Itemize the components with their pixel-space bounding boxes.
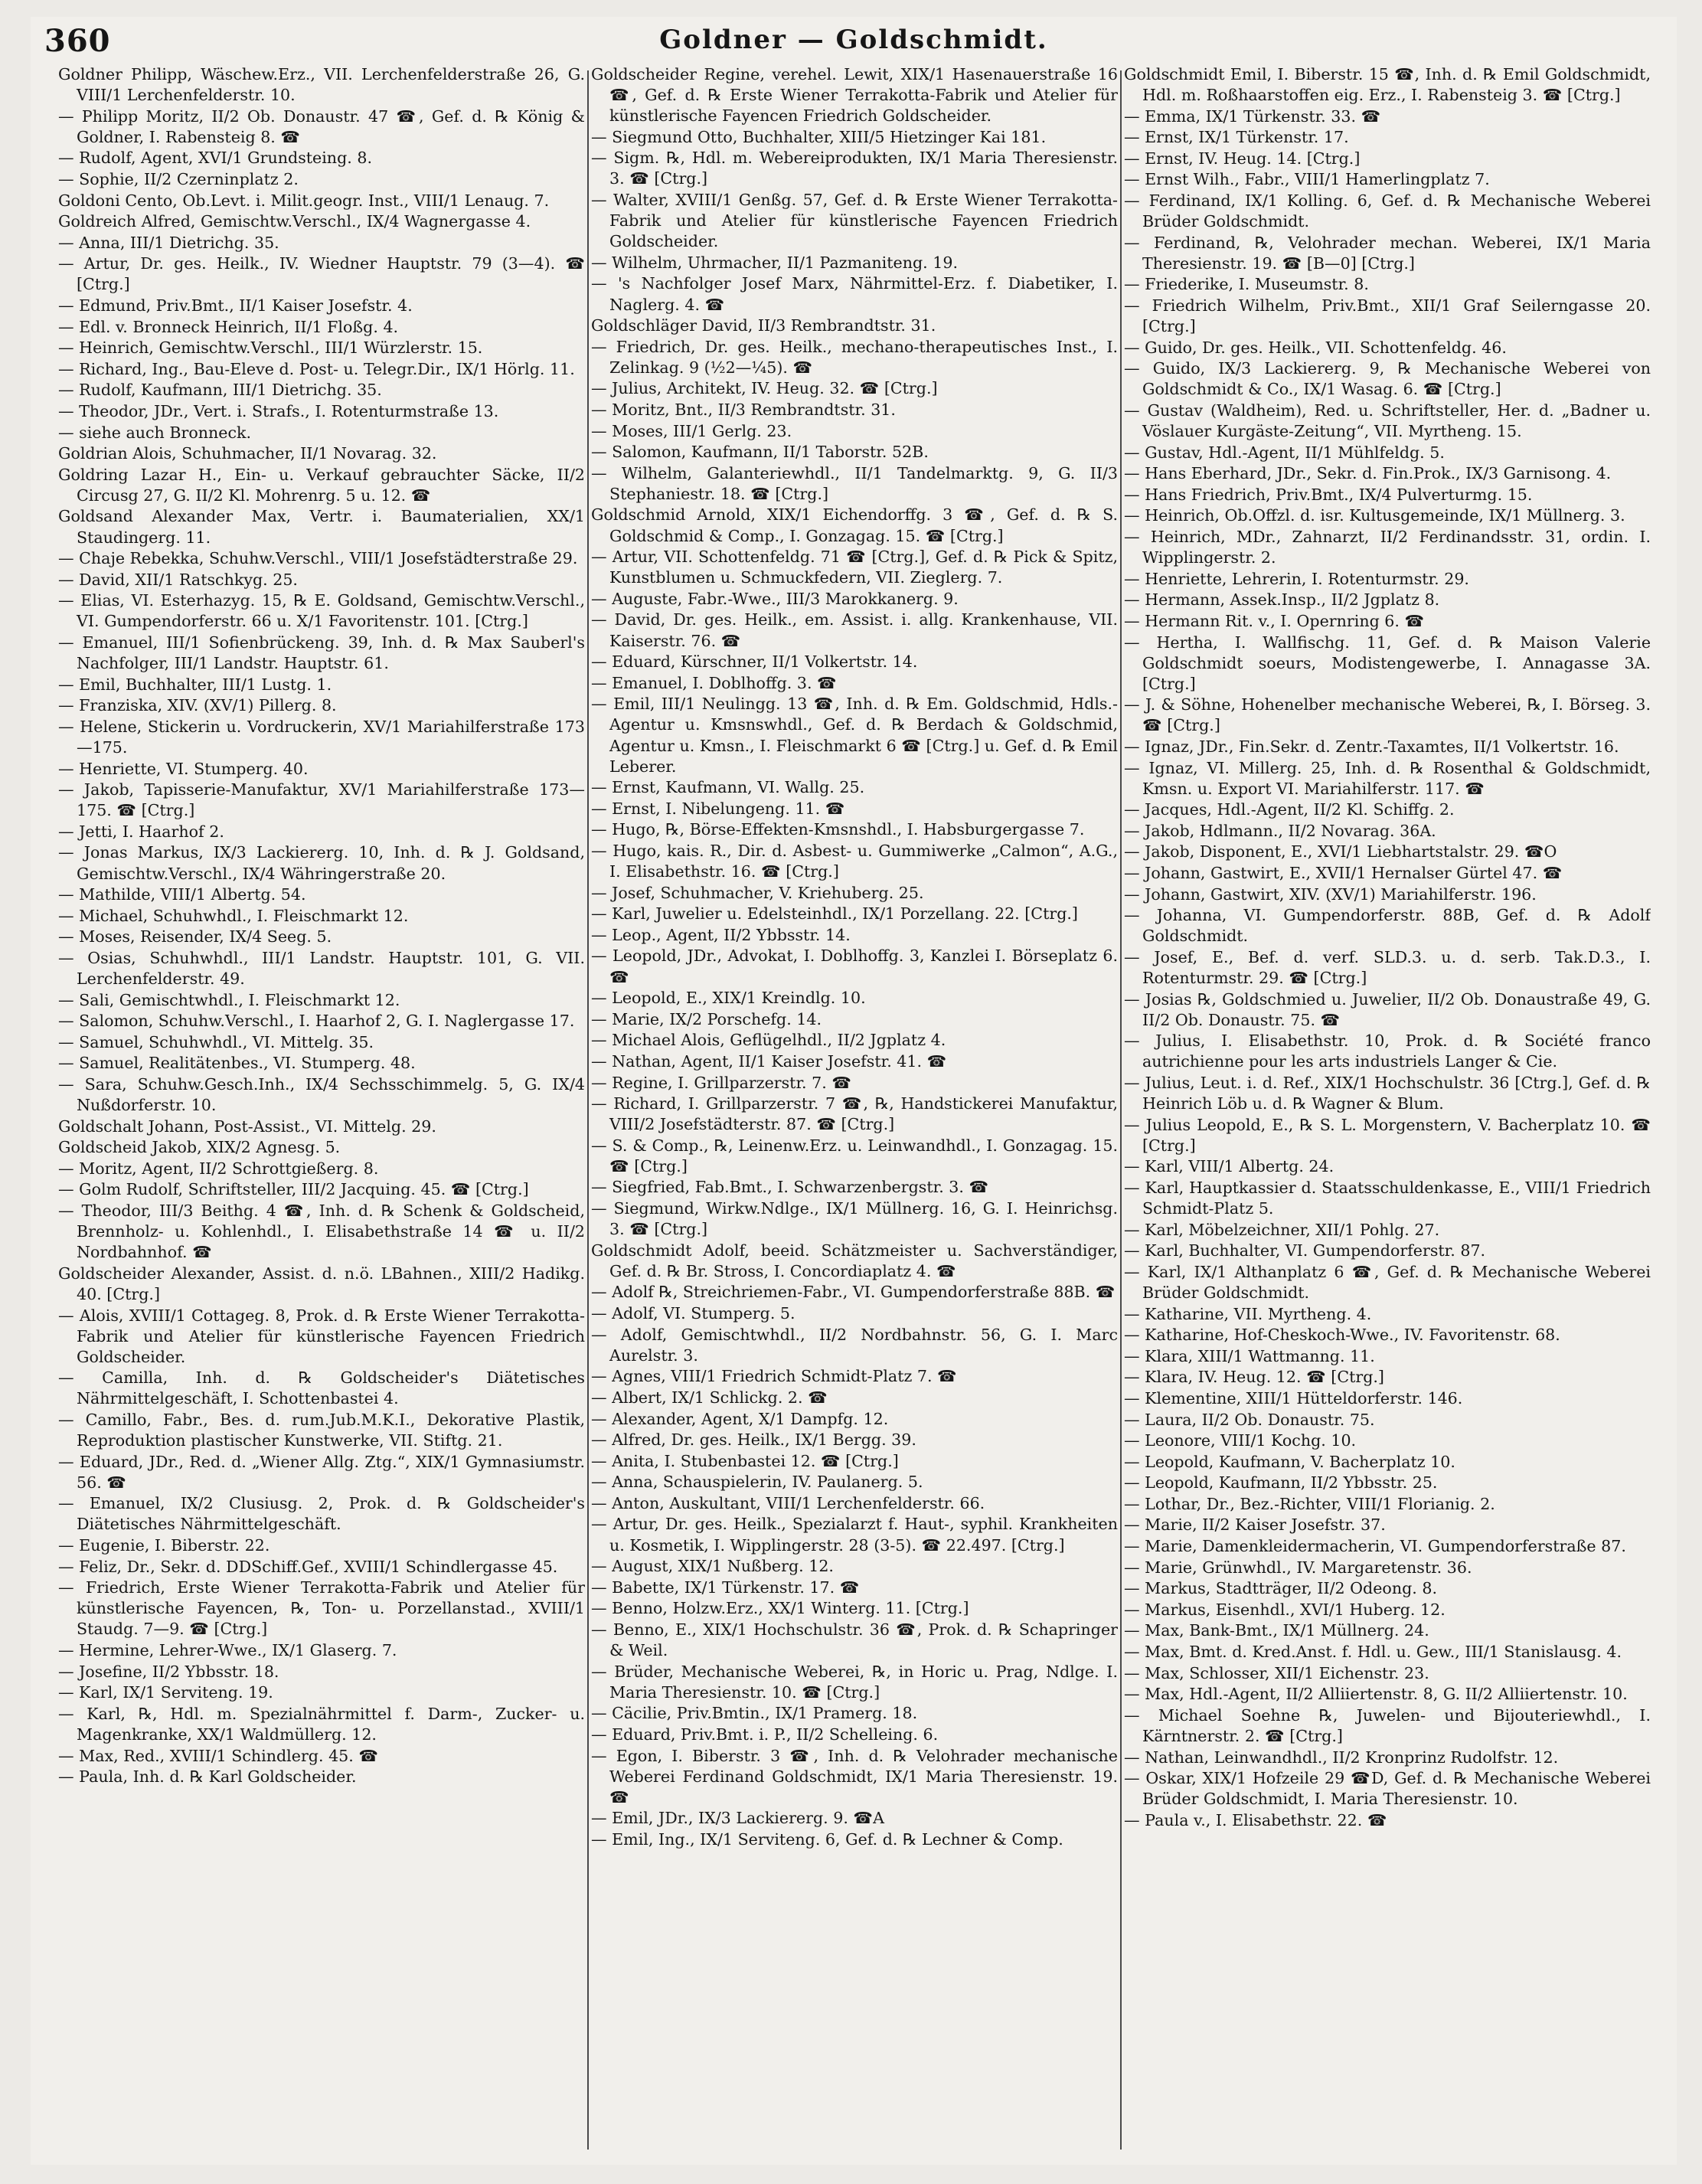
directory-entry: — Hugo, ℞, Börse-Effekten-Kmsnshdl., I. Habsburgergasse 7. [591, 820, 1085, 839]
directory-entry: — Siegmund Otto, Buchhalter, XIII/5 Hietzinger Kai 181. [591, 127, 1047, 146]
page-number: 360 [44, 23, 111, 59]
directory-entry: — Marie, II/2 Kaiser Josefstr. 37. [1124, 1515, 1386, 1535]
directory-entry: — Josef, Schuhmacher, V. Kriehuberg. 25. [591, 883, 924, 902]
directory-entry: — Sigm. ℞, Hdl. m. Webereiprodukten, IX/1 Maria Theresienstr. 3. ☎ [Ctrg.] [591, 149, 1118, 188]
directory-entry: Goldschläger David, II/3 Rembrandtstr. 31. [591, 316, 936, 335]
directory-entry: — Artur, VII. Schottenfeldg. 71 ☎ [Ctrg.], Gef. d. ℞ Pick & Spitz, Kunstblumen u. Schmuckfedern, VII. Zieglerg. 7. [591, 548, 1118, 587]
directory-entry: — Adolf, VI. Stumperg. 5. [591, 1304, 795, 1323]
directory-entry: — Max, Bmt. d. Kred.Anst. f. Hdl. u. Gew., III/1 Stanislausg. 4. [1124, 1643, 1622, 1662]
directory-entry: — Klementine, XIII/1 Hütteldorferstr. 146. [1124, 1388, 1463, 1408]
directory-entry: — Jacques, Hdl.-Agent, II/2 Kl. Schiffg. 2. [1124, 800, 1455, 819]
directory-entry: — Edl. v. Bronneck Heinrich, II/1 Floßg. 4. [58, 317, 399, 336]
directory-entry: — Camillo, Fabr., Bes. d. rum.Jub.M.K.I., Dekorative Plastik, Reproduktion plastischer Kunstwerke, VII. Stiftg. 21. [58, 1411, 585, 1450]
directory-entry: — Hermann Rit. v., I. Opernring 6. ☎ [1124, 611, 1425, 630]
directory-entry: — Wilhelm, Galanteriewhdl., II/1 Tandelmarktg. 9, G. II/3 Stephaniestr. 18. ☎ [Ctrg.] [591, 463, 1118, 503]
directory-entry: — Ernst, Kaufmann, VI. Wallg. 25. [591, 778, 865, 797]
directory-entry: — Richard, I. Grillparzerstr. 7 ☎, ℞, Handstickerei Manufaktur, VIII/2 Josefstädterstr. 87. ☎ [Ctrg.] [591, 1094, 1118, 1134]
directory-entry: — Michael Soehne ℞, Juwelen- und Bijouteriewhdl., I. Kärntnerstr. 2. ☎ [Ctrg.] [1124, 1705, 1651, 1745]
directory-entry: — Benno, E., XIX/1 Hochschulstr. 36 ☎, Prok. d. ℞ Schapringer & Weil. [591, 1620, 1118, 1660]
directory-entry: — Nathan, Leinwandhdl., II/2 Kronprinz Rudolfstr. 12. [1124, 1748, 1559, 1767]
directory-entry: — Hermine, Lehrer-Wwe., IX/1 Glaserg. 7. [58, 1641, 397, 1660]
directory-entry: — Leop., Agent, II/2 Ybbsstr. 14. [591, 925, 851, 944]
directory-entry: — Emanuel, IX/2 Clusiusg. 2, Prok. d. ℞ Goldscheider's Diätetisches Nährmittelgeschäft. [58, 1494, 585, 1534]
directory-entry: — Laura, II/2 Ob. Donaustr. 75. [1124, 1410, 1375, 1429]
directory-entry: — Alois, XVIII/1 Cottageg. 8, Prok. d. ℞ Erste Wiener Terrakotta-Fabrik und Atelier für künstlerische Fayencen Friedrich Goldscheider. [58, 1306, 585, 1366]
directory-entry: — Heinrich, Gemischtw.Verschl., III/1 Würzlerstr. 15. [58, 338, 483, 358]
directory-entry: — Golm Rudolf, Schriftsteller, III/2 Jacquing. 45. ☎ [Ctrg.] [58, 1180, 529, 1199]
directory-entry: Goldoni Cento, Ob.Levt. i. Milit.geogr. Inst., VIII/1 Lenaug. 7. [58, 191, 550, 210]
directory-entry: — Guido, IX/3 Lackiererg. 9, ℞ Mechanische Weberei von Goldschmidt & Co., IX/1 Wasag. 6. ☎ [Ctrg.] [1124, 359, 1651, 399]
directory-entry: Goldring Lazar H., Ein- u. Verkauf gebrauchter Säcke, II/2 Circusg 27, G. II/2 Kl. Mohrenrg. 5 u. 12. ☎ [58, 465, 585, 505]
directory-entry: — 's Nachfolger Josef Marx, Nährmittel-Erz. f. Diabetiker, I. Naglerg. 4. ☎ [591, 274, 1118, 314]
directory-entry: — Gustav, Hdl.-Agent, II/1 Mühlfeldg. 5. [1124, 443, 1445, 462]
directory-entry: — Rudolf, Agent, XVI/1 Grundsteing. 8. [58, 149, 372, 168]
directory-entry: — Regine, I. Grillparzerstr. 7. ☎ [591, 1073, 851, 1092]
directory-entry: — Johanna, VI. Gumpendorferstr. 88B, Gef. d. ℞ Adolf Goldschmidt. [1124, 906, 1651, 946]
directory-entry: Goldschalt Johann, Post-Assist., VI. Mittelg. 29. [58, 1117, 436, 1136]
page-title: Goldner — Goldschmidt. [659, 25, 1048, 55]
directory-entry: — Helene, Stickerin u. Vordruckerin, XV/1 Mariahilferstraße 173—175. [58, 717, 585, 757]
directory-entry: — Emil, III/1 Neulingg. 13 ☎, Inh. d. ℞ Em. Goldschmid, Hdls.-Agentur u. Kmsnswhdl., Gef. d. ℞ Berdach & Goldschmid, Agentur u. Kmsn., I. Fleischmarkt 6 ☎ [Ctrg.] u. Gef. d. ℞ Emil Leberer. [591, 695, 1118, 776]
directory-entry: — Josias ℞, Goldschmied u. Juwelier, II/2 Ob. Donaustraße 49, G. II/2 Ob. Donaustr. 75. ☎ [1124, 989, 1651, 1029]
directory-entry: — Ferdinand, IX/1 Kolling. 6, Gef. d. ℞ Mechanische Weberei Brüder Goldschmidt. [1124, 191, 1651, 231]
directory-entry: — Johann, Gastwirt, E., XVII/1 Hernalser Gürtel 47. ☎ [1124, 864, 1563, 883]
directory-entry: — Albert, IX/1 Schlickg. 2. ☎ [591, 1388, 828, 1407]
directory-entry: — David, XII/1 Ratschkyg. 25. [58, 570, 298, 589]
directory-entry: — Artur, Dr. ges. Heilk., Spezialarzt f. Haut-, syphil. Krankheiten u. Kosmetik, I. Wipplingerstr. 28 (3-5). ☎ 22.497. [Ctrg.] [591, 1515, 1118, 1555]
directory-entry: — Artur, Dr. ges. Heilk., IV. Wiedner Hauptstr. 79 (3—4). ☎ [Ctrg.] [58, 254, 585, 294]
directory-page [31, 17, 1677, 2165]
directory-entry: — Emanuel, III/1 Sofienbrückeng. 39, Inh. d. ℞ Max Sauberl's Nachfolger, III/1 Landstr. Hauptstr. 61. [58, 633, 585, 673]
directory-entry: — Wilhelm, Uhrmacher, II/1 Pazmaniteng. 19. [591, 253, 959, 272]
directory-entry: — Sara, Schuhw.Gesch.Inh., IX/4 Sechsschimmelg. 5, G. IX/4 Nußdorferstr. 10. [58, 1075, 585, 1115]
directory-entry: — Auguste, Fabr.-Wwe., III/3 Marokkanerg. 9. [591, 589, 959, 608]
directory-entry: — Cäcilie, Priv.Bmtin., IX/1 Pramerg. 18. [591, 1704, 918, 1723]
directory-entry: — Josefine, II/2 Ybbsstr. 18. [58, 1662, 279, 1681]
directory-entry: — Hugo, kais. R., Dir. d. Asbest- u. Gummiwerke „Calmon“, A.G., I. Elisabethstr. 16. ☎ [Ctrg.] [591, 841, 1118, 881]
directory-entry: — Theodor, III/3 Beithg. 4 ☎, Inh. d. ℞ Schenk & Goldscheid, Brennholz- u. Kohlenhdl., I. Elisabethstraße 14 ☎ u. II/2 Nordbahnhof. ☎ [58, 1202, 585, 1262]
directory-entry: — Leopold, E., XIX/1 Kreindlg. 10. [591, 989, 866, 1008]
directory-entry: — Babette, IX/1 Türkenstr. 17. ☎ [591, 1578, 860, 1597]
directory-entry: Goldscheider Regine, verehel. Lewit, XIX/1 Hasenauerstraße 16 ☎, Gef. d. ℞ Erste Wiener Terrakotta-Fabrik und Atelier für künstlerische Fayencen Friedrich Goldscheider. [591, 65, 1118, 126]
directory-entry: — Max, Schlosser, XII/1 Eichenstr. 23. [1124, 1663, 1429, 1682]
directory-entry: — Salomon, Kaufmann, II/1 Taborstr. 52B. [591, 443, 929, 462]
directory-entry: — Max, Red., XVIII/1 Schindlerg. 45. ☎ [58, 1746, 379, 1765]
column-right [1124, 64, 1651, 2155]
directory-entry: — Hans Friedrich, Priv.Bmt., IX/4 Pulverturmg. 15. [1124, 485, 1533, 504]
directory-entry: — Elias, VI. Esterhazyg. 15, ℞ E. Goldsand, Gemischtw.Verschl., VI. Gumpendorferstr. 66 u. X/1 Favoritenstr. 101. [Ctrg.] [58, 591, 585, 631]
directory-entry: — Eugenie, I. Biberstr. 22. [58, 1536, 270, 1555]
directory-entry: — Rudolf, Kaufmann, III/1 Dietrichg. 35. [58, 381, 382, 400]
directory-entry: Goldrian Alois, Schuhmacher, II/1 Novarag. 32. [58, 444, 437, 463]
directory-entry: — Karl, Möbelzeichner, XII/1 Pohlg. 27. [1124, 1220, 1440, 1239]
directory-entry: Goldreich Alfred, Gemischtw.Verschl., IX/4 Wagnergasse 4. [58, 212, 531, 231]
directory-entry: — Jetti, I. Haarhof 2. [58, 822, 224, 841]
directory-entry: Goldschmidt Emil, I. Biberstr. 15 ☎, Inh. d. ℞ Emil Goldschmidt, Hdl. m. Roßhaarstoffen eig. Erz., I. Rabensteig 3. ☎ [Ctrg.] [1124, 65, 1651, 105]
directory-entry: — Camilla, Inh. d. ℞ Goldscheider's Diätetisches Nährmittelgeschäft, I. Schottenbastei 4. [58, 1368, 585, 1408]
directory-entry: — Anita, I. Stubenbastei 12. ☎ [Ctrg.] [591, 1451, 899, 1470]
directory-entry: — Katharine, VII. Myrtheng. 4. [1124, 1304, 1372, 1323]
directory-entry: — Feliz, Dr., Sekr. d. DDSchiff.Gef., XVIII/1 Schindlergasse 45. [58, 1557, 558, 1576]
directory-entry: — Julius Leopold, E., ℞ S. L. Morgenstern, V. Bacherplatz 10. ☎ [Ctrg.] [1124, 1115, 1651, 1155]
directory-entry: — Eduard, JDr., Red. d. „Wiener Allg. Ztg.“, XIX/1 Gymnasiumstr. 56. ☎ [58, 1452, 585, 1492]
directory-entry: — Jonas Markus, IX/3 Lackiererg. 10, Inh. d. ℞ J. Goldsand, Gemischtw.Verschl., IX/4 Währingerstraße 20. [58, 843, 585, 883]
directory-entry: — Emil, Ing., IX/1 Serviteng. 6, Gef. d. ℞ Lechner & Comp. [591, 1829, 1063, 1849]
directory-entry: — Markus, Eisenhdl., XVI/1 Huberg. 12. [1124, 1600, 1446, 1619]
directory-entry: — Henriette, VI. Stumperg. 40. [58, 759, 309, 778]
directory-entry: — Paula, Inh. d. ℞ Karl Goldscheider. [58, 1767, 357, 1787]
directory-entry: — Max, Bank-Bmt., IX/1 Müllnerg. 24. [1124, 1621, 1429, 1640]
directory-entry: — Heinrich, MDr., Zahnarzt, II/2 Ferdinandsstr. 31, ordin. I. Wipplingerstr. 2. [1124, 528, 1651, 567]
directory-entry: Goldschmid Arnold, XIX/1 Eichendorffg. 3 ☎, Gef. d. ℞ S. Goldschmid & Comp., I. Gonzagag. 15. ☎ [Ctrg.] [591, 505, 1118, 545]
directory-entry: — Julius, Leut. i. d. Ref., XIX/1 Hochschulstr. 36 [Ctrg.], Gef. d. ℞ Heinrich Löb u. d. ℞ Wagner & Blum. [1124, 1074, 1651, 1113]
directory-entry: — Siegfried, Fab.Bmt., I. Schwarzenbergstr. 3. ☎ [591, 1178, 989, 1197]
directory-entry: — Katharine, Hof-Cheskoch-Wwe., IV. Favoritenstr. 68. [1124, 1326, 1560, 1345]
directory-entry: — Henriette, Lehrerin, I. Rotenturmstr. 29. [1124, 569, 1469, 588]
directory-entry: — Friedrich, Erste Wiener Terrakotta-Fabrik und Atelier für künstlerische Fayencen, ℞, Ton- u. Porzellanstad., XVIII/1 Staudg. 7—9. ☎ [Ctrg.] [58, 1578, 585, 1639]
directory-entry: — Karl, IX/1 Althanplatz 6 ☎, Gef. d. ℞ Mechanische Weberei Brüder Goldschmidt. [1124, 1262, 1651, 1302]
directory-entry: — Oskar, XIX/1 Hofzeile 29 ☎D, Gef. d. ℞ Mechanische Weberei Brüder Goldschmidt, I. Maria Theresienstr. 10. [1124, 1769, 1651, 1809]
directory-entry: — Chaje Rebekka, Schuhw.Verschl., VIII/1 Josefstädterstraße 29. [58, 549, 578, 568]
directory-entry: — Ignaz, VI. Millerg. 25, Inh. d. ℞ Rosenthal & Goldschmidt, Kmsn. u. Export VI. Mariahilferstr. 117. ☎ [1124, 758, 1651, 798]
directory-entry: — Adolf ℞, Streichriemen-Fabr., VI. Gumpendorferstraße 88B. ☎ [591, 1283, 1116, 1302]
directory-entry: — Emanuel, I. Doblhoffg. 3. ☎ [591, 673, 837, 692]
directory-entry: — Marie, Damenkleidermacherin, VI. Gumpendorferstraße 87. [1124, 1537, 1626, 1556]
directory-entry: — Jakob, Hdlmann., II/2 Novarag. 36A. [1124, 821, 1436, 840]
directory-entry: — Lothar, Dr., Bez.-Richter, VIII/1 Florianig. 2. [1124, 1494, 1495, 1513]
directory-entry: — Richard, Ing., Bau-Eleve d. Post- u. Telegr.Dir., IX/1 Hörlg. 11. [58, 359, 575, 378]
directory-entry: — J. & Söhne, Hohenelber mechanische Weberei, ℞, I. Börseg. 3. ☎ [Ctrg.] [1124, 695, 1651, 735]
directory-entry: — Egon, I. Biberstr. 3 ☎, Inh. d. ℞ Velohrader mechanische Weberei Ferdinand Goldschmidt, IX/1 Maria Theresienstr. 19. ☎ [591, 1746, 1118, 1806]
directory-entry: — Anna, III/1 Dietrichg. 35. [58, 233, 279, 252]
directory-entry: — August, XIX/1 Nußberg. 12. [591, 1557, 834, 1576]
directory-entry: — Moritz, Bnt., II/3 Rembrandtstr. 31. [591, 401, 896, 419]
directory-entry: — Karl, IX/1 Serviteng. 19. [58, 1683, 273, 1702]
directory-entry: — Heinrich, Ob.Offzl. d. isr. Kultusgemeinde, IX/1 Müllnerg. 3. [1124, 506, 1625, 525]
directory-entry: — Leonore, VIII/1 Kochg. 10. [1124, 1431, 1357, 1450]
directory-entry: — Hermann, Assek.Insp., II/2 Jgplatz 8. [1124, 590, 1440, 610]
directory-entry: — Ernst Wilh., Fabr., VIII/1 Hamerlingplatz 7. [1124, 170, 1490, 189]
column-rule [587, 70, 589, 2150]
directory-entry: — Markus, Stadtträger, II/2 Odeong. 8. [1124, 1579, 1438, 1598]
directory-entry: — S. & Comp., ℞, Leinenw.Erz. u. Leinwandhdl., I. Gonzagag. 15. ☎ [Ctrg.] [591, 1136, 1118, 1175]
directory-entry: — Alexander, Agent, X/1 Dampfg. 12. [591, 1409, 889, 1428]
directory-entry: — Hans Eberhard, JDr., Sekr. d. Fin.Prok., IX/3 Garnisong. 4. [1124, 464, 1612, 483]
directory-entry: — Franziska, XIV. (XV/1) Pillerg. 8. [58, 696, 337, 715]
directory-entry: — Emil, JDr., IX/3 Lackiererg. 9. ☎A [591, 1809, 884, 1828]
directory-entry: — Karl, Juwelier u. Edelsteinhdl., IX/1 Porzellang. 22. [Ctrg.] [591, 904, 1078, 924]
directory-entry: — Klara, IV. Heug. 12. ☎ [Ctrg.] [1124, 1368, 1384, 1387]
directory-entry: — Walter, XVIII/1 Genßg. 57, Gef. d. ℞ Erste Wiener Terrakotta-Fabrik und Atelier für künstlerische Fayencen Friedrich Goldscheider. [591, 191, 1118, 251]
directory-entry: — Leopold, JDr., Advokat, I. Doblhoffg. 3, Kanzlei I. Börseplatz 6. ☎ [591, 947, 1118, 986]
directory-entry: — Karl, VIII/1 Albertg. 24. [1124, 1157, 1334, 1176]
directory-entry: — Leopold, Kaufmann, II/2 Ybbsstr. 25. [1124, 1473, 1438, 1493]
directory-entry: — Guido, Dr. ges. Heilk., VII. Schottenfeldg. 46. [1124, 338, 1507, 357]
directory-entry: — Ernst, IV. Heug. 14. [Ctrg.] [1124, 149, 1361, 168]
directory-entry: — Siegmund, Wirkw.Ndlge., IX/1 Müllnerg. 16, G. I. Heinrichsg. 3. ☎ [Ctrg.] [591, 1199, 1118, 1239]
directory-entry: Goldschmidt Adolf, beeid. Schätzmeister u. Sachverständiger, Gef. d. ℞ Br. Stross, I. Concordiaplatz 4. ☎ [591, 1241, 1118, 1280]
directory-entry: — Ignaz, JDr., Fin.Sekr. d. Zentr.-Taxamtes, II/1 Volkertstr. 16. [1124, 737, 1619, 756]
directory-entry: — Philipp Moritz, II/2 Ob. Donaustr. 47 ☎, Gef. d. ℞ König & Goldner, I. Rabensteig 8. ☎ [58, 106, 585, 146]
directory-entry: — Marie, Grünwhdl., IV. Margaretenstr. 36. [1124, 1558, 1472, 1577]
directory-entry: — Max, Hdl.-Agent, II/2 Alliiertenstr. 8, G. II/2 Alliiertenstr. 10. [1124, 1685, 1628, 1704]
directory-entry: — Emma, IX/1 Türkenstr. 33. ☎ [1124, 106, 1381, 126]
directory-entry: Goldsand Alexander Max, Vertr. i. Baumaterialien, XX/1 Staudingerg. 11. [58, 507, 585, 547]
column-left [58, 64, 585, 2155]
directory-entry: — Friederike, I. Museumstr. 8. [1124, 275, 1369, 294]
directory-entry: — Paula v., I. Elisabethstr. 22. ☎ [1124, 1810, 1387, 1829]
directory-entry: — Anton, Auskultant, VIII/1 Lerchenfelderstr. 66. [591, 1493, 985, 1512]
directory-entry: — Leopold, Kaufmann, V. Bacherplatz 10. [1124, 1452, 1455, 1471]
directory-entry: — Adolf, Gemischtwhdl., II/2 Nordbahnstr. 56, G. I. Marc Aurelstr. 3. [591, 1325, 1118, 1365]
directory-entry: — Moses, III/1 Gerlg. 23. [591, 421, 792, 440]
directory-entry: — Julius, Architekt, IV. Heug. 32. ☎ [Ctrg.] [591, 379, 938, 398]
directory-entry: — Gustav (Waldheim), Red. u. Schriftsteller, Her. d. „Badner u. Vöslauer Kurgäste-Zeitung“, VII. Myrtheng. 15. [1124, 401, 1651, 441]
column-rule [1120, 70, 1122, 2150]
directory-entry: — Michael Alois, Geflügelhdl., II/2 Jgplatz 4. [591, 1031, 946, 1050]
directory-entry: — Mathilde, VIII/1 Albertg. 54. [58, 885, 306, 904]
directory-entry: — Sophie, II/2 Czerninplatz 2. [58, 169, 299, 188]
directory-entry: — Ernst, IX/1 Türkenstr. 17. [1124, 128, 1349, 147]
directory-entry: — Samuel, Schuhwhdl., VI. Mittelg. 35. [58, 1032, 374, 1051]
directory-entry: — Karl, Buchhalter, VI. Gumpendorferstr. 87. [1124, 1241, 1486, 1260]
directory-entry: — Osias, Schuhwhdl., III/1 Landstr. Hauptstr. 101, G. VII. Lerchenfelderstr. 49. [58, 948, 585, 989]
directory-entry: — Klara, XIII/1 Wattmanng. 11. [1124, 1346, 1375, 1365]
directory-entry: — Salomon, Schuhw.Verschl., I. Haarhof 2, G. I. Naglergasse 17. [58, 1012, 575, 1031]
directory-entry: — Eduard, Kürschner, II/1 Volkertstr. 14. [591, 652, 918, 672]
directory-entry: — Brüder, Mechanische Weberei, ℞, in Horic u. Prag, Ndlge. I. Maria Theresienstr. 10. ☎ [Ctrg.] [591, 1662, 1118, 1702]
directory-entry: — Friedrich Wilhelm, Priv.Bmt., XII/1 Graf Seilerngasse 20. [Ctrg.] [1124, 296, 1651, 336]
directory-entry: — Jakob, Disponent, E., XVI/1 Liebhartstalstr. 29. ☎O [1124, 842, 1557, 862]
directory-entry: — Benno, Holzw.Erz., XX/1 Winterg. 11. [Ctrg.] [591, 1599, 969, 1618]
directory-entry: — Ernst, I. Nibelungeng. 11. ☎ [591, 799, 845, 818]
directory-entry: — Edmund, Priv.Bmt., II/1 Kaiser Josefstr. 4. [58, 296, 413, 316]
directory-entry: — Sali, Gemischtwhdl., I. Fleischmarkt 12. [58, 990, 400, 1009]
directory-entry: — Marie, IX/2 Porschefg. 14. [591, 1009, 822, 1028]
directory-entry: — Nathan, Agent, II/1 Kaiser Josefstr. 41. ☎ [591, 1051, 947, 1071]
directory-entry: — Eduard, Priv.Bmt. i. P., II/2 Schelleing. 6. [591, 1725, 939, 1744]
directory-entry: — Ferdinand, ℞, Velohrader mechan. Weberei, IX/1 Maria Theresienstr. 19. ☎ [B—0] [Ctrg.] [1124, 233, 1651, 273]
directory-entry: — Moritz, Agent, II/2 Schrottgießerg. 8. [58, 1159, 379, 1178]
directory-entry: — Agnes, VIII/1 Friedrich Schmidt-Platz 7. ☎ [591, 1367, 957, 1386]
directory-entry: — Friedrich, Dr. ges. Heilk., mechano-therapeutisches Inst., I. Zelinkag. 9 (½2—¼5). ☎ [591, 337, 1118, 377]
directory-entry: — Jakob, Tapisserie-Manufaktur, XV/1 Mariahilferstraße 173—175. ☎ [Ctrg.] [58, 780, 585, 820]
directory-entry: — David, Dr. ges. Heilk., em. Assist. i. allg. Krankenhause, VII. Kaiserstr. 76. ☎ [591, 610, 1118, 650]
directory-entry: Goldscheid Jakob, XIX/2 Agnesg. 5. [58, 1138, 341, 1157]
directory-entry: — Samuel, Realitätenbes., VI. Stumperg. 48. [58, 1054, 416, 1073]
directory-entry: Goldner Philipp, Wäschew.Erz., VII. Lerchenfelderstraße 26, G. VIII/1 Lerchenfelderstr. 10. [58, 65, 585, 105]
directory-entry: Goldscheider Alexander, Assist. d. n.ö. LBahnen., XIII/2 Hadikg. 40. [Ctrg.] [58, 1264, 585, 1303]
directory-entry: — Theodor, JDr., Vert. i. Strafs., I. Rotenturmstraße 13. [58, 402, 499, 420]
column-middle [591, 64, 1118, 2155]
directory-entry: — Michael, Schuhwhdl., I. Fleischmarkt 12. [58, 906, 409, 925]
directory-entry: — Anna, Schauspielerin, IV. Paulanerg. 5. [591, 1473, 923, 1492]
directory-entry: — Moses, Reisender, IX/4 Seeg. 5. [58, 927, 332, 947]
directory-entry: — Alfred, Dr. ges. Heilk., IX/1 Bergg. 39. [591, 1430, 916, 1450]
directory-entry: — Josef, E., Bef. d. verf. SLD.3. u. d. serb. Tak.D.3., I. Rotenturmstr. 29. ☎ [Ctrg.] [1124, 947, 1651, 988]
directory-entry: — Hertha, I. Wallfischg. 11, Gef. d. ℞ Maison Valerie Goldschmidt soeurs, Modistengewerbe, I. Annagasse 3A. [Ctrg.] [1124, 633, 1651, 693]
directory-entry: — Julius, I. Elisabethstr. 10, Prok. d. ℞ Société franco autrichienne pour les arts industriels Langer & Cie. [1124, 1032, 1651, 1071]
directory-entry: — Johann, Gastwirt, XIV. (XV/1) Mariahilferstr. 196. [1124, 884, 1537, 904]
directory-entry: — Emil, Buchhalter, III/1 Lustg. 1. [58, 675, 332, 694]
directory-entry: — siehe auch Bronneck. [58, 423, 252, 442]
directory-entry: — Karl, Hauptkassier d. Staatsschuldenkasse, E., VIII/1 Friedrich Schmidt-Platz 5. [1124, 1178, 1651, 1218]
page-header [31, 17, 1677, 63]
directory-entry: — Karl, ℞, Hdl. m. Spezialnährmittel f. Darm-, Zucker- u. Magenkranke, XX/1 Waldmüllerg. 12. [58, 1704, 585, 1744]
